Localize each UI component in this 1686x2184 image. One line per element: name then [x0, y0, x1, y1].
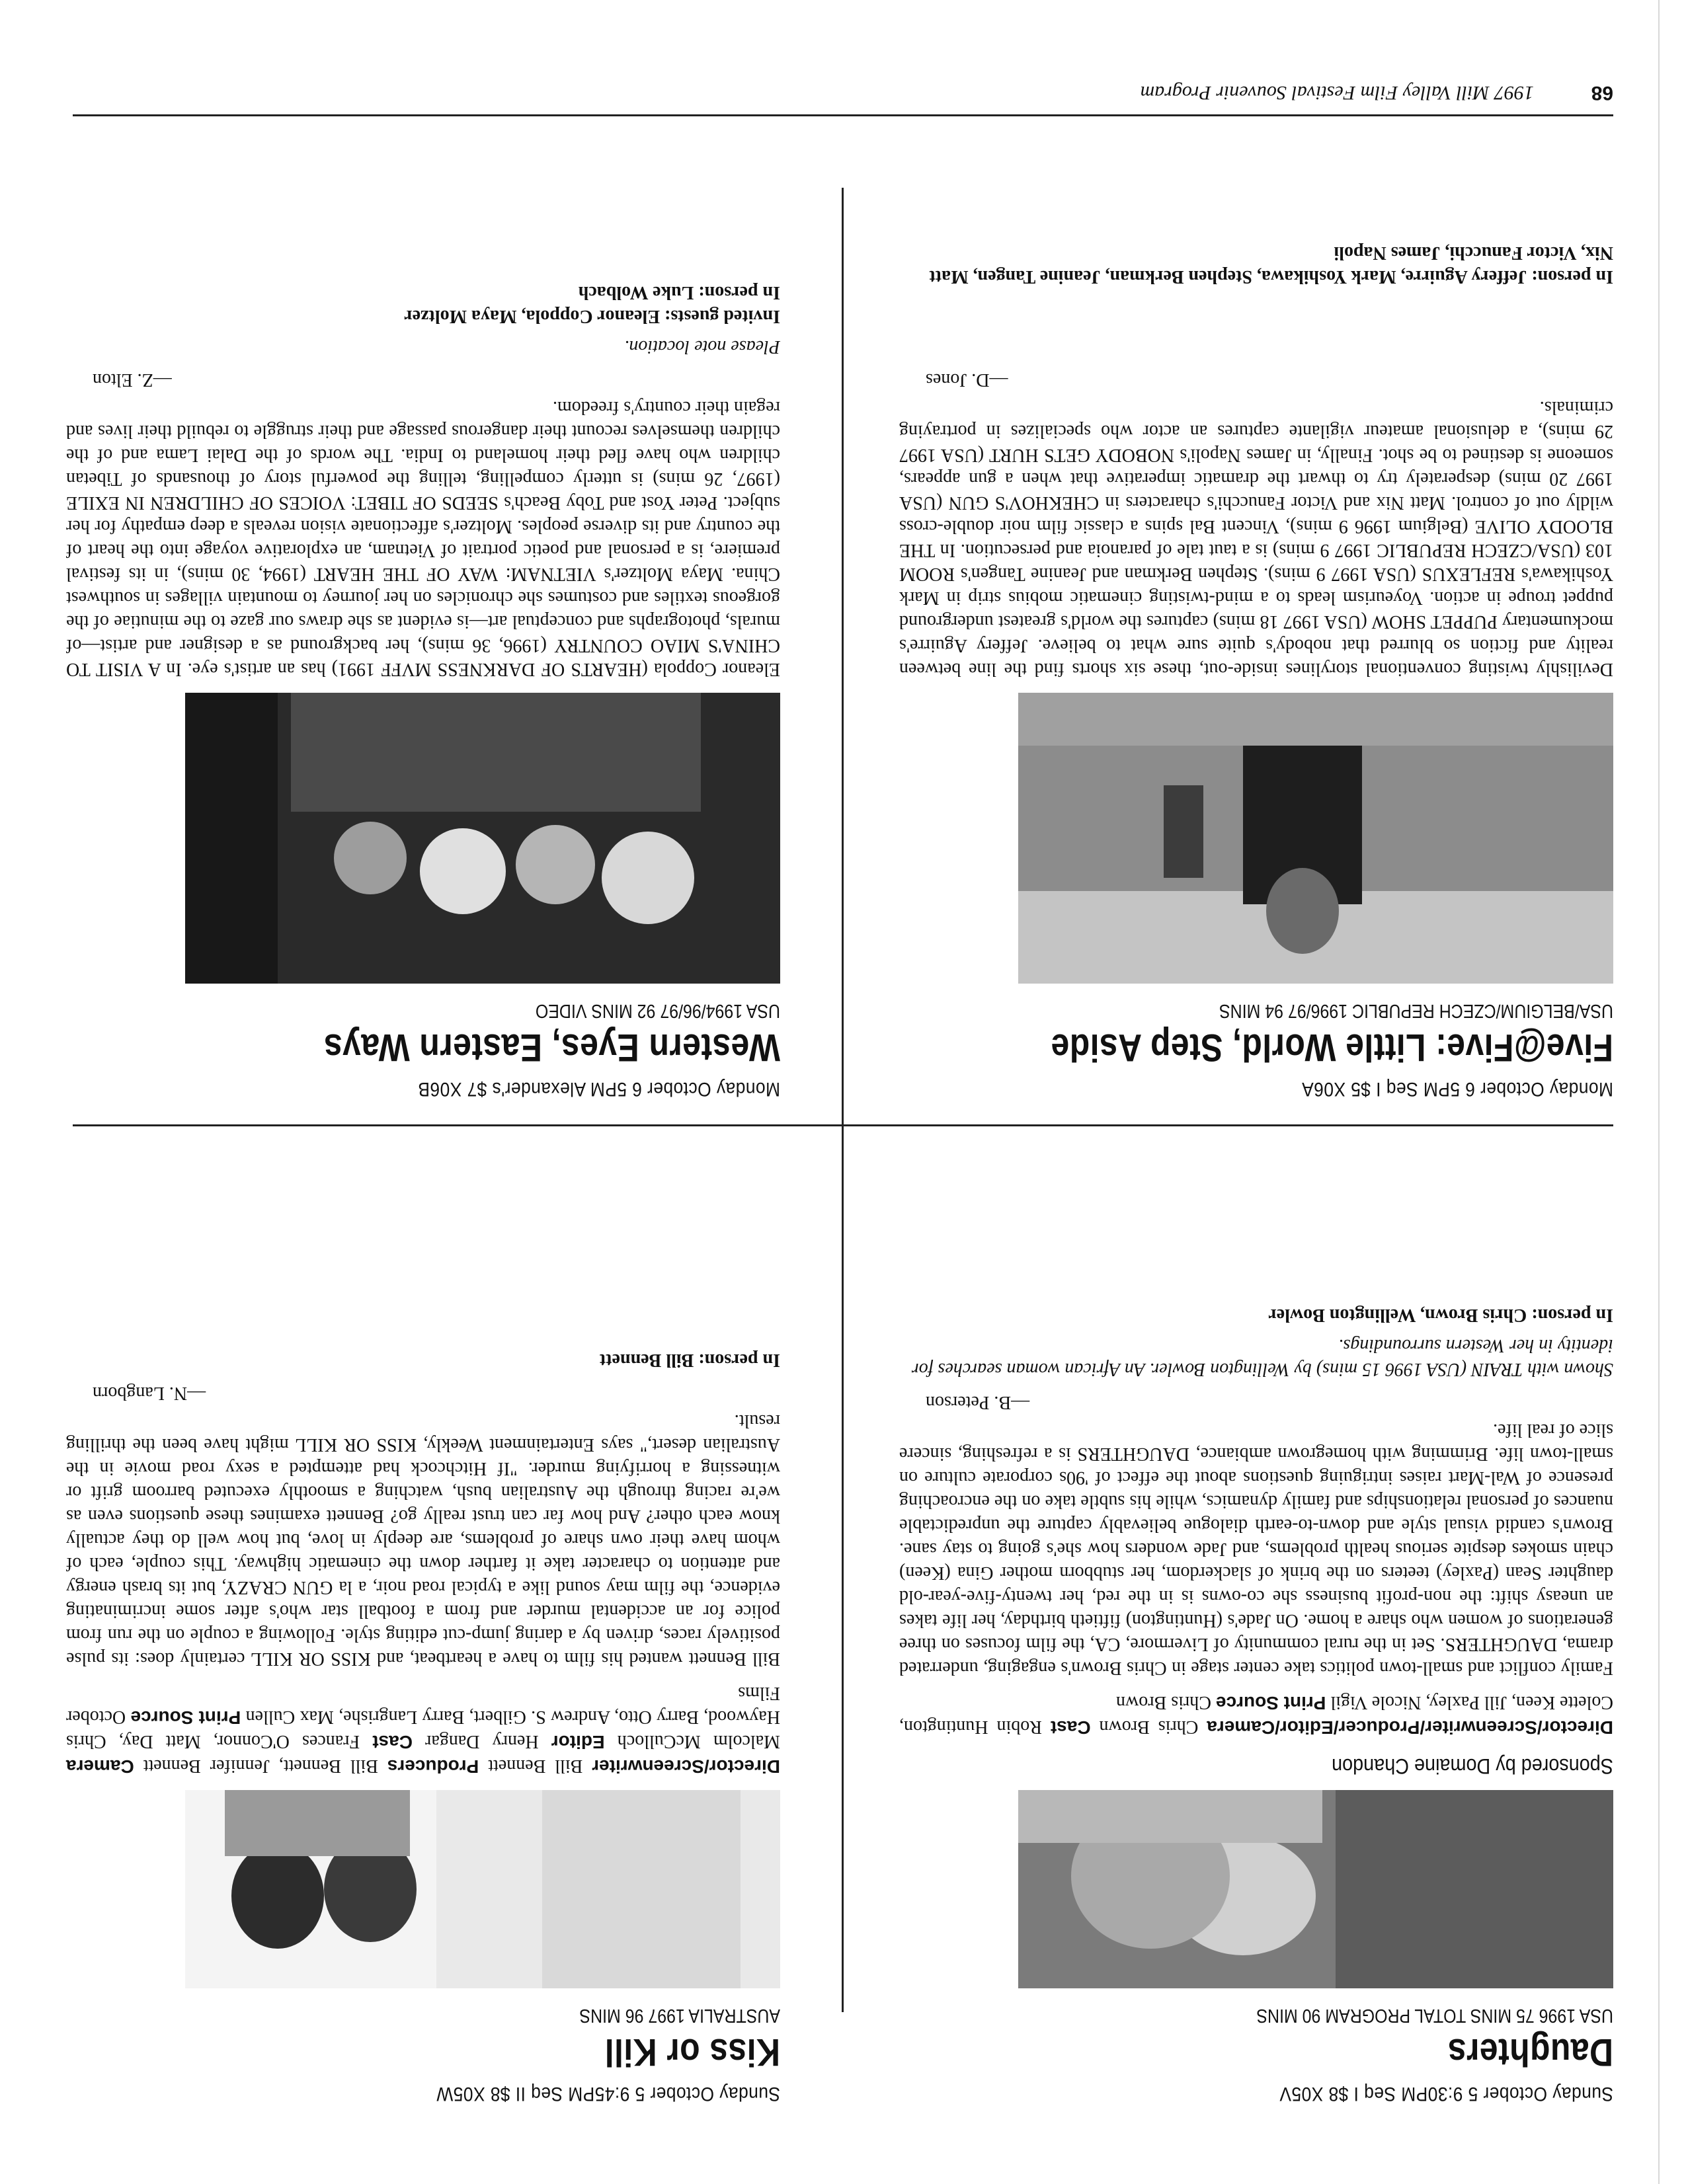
credit-text: Robin Huntington, Colette Keen, Jill Paxley, Nicole Vigil [899, 1692, 1613, 1737]
binding-shadow [1658, 0, 1660, 2184]
photo-image [1018, 693, 1613, 984]
screening-dateline: Monday October 6 5PM Alexander's $7 X06B [417, 1078, 780, 1100]
film-specs: USA/BELGIUM/CZECH REPUBLIC 1996/97 94 MINS [1219, 1000, 1613, 1021]
column-divider [842, 188, 844, 2012]
film-title: Daughters [1447, 2031, 1613, 2074]
film-still-photo [1018, 693, 1613, 984]
film-still-photo [1018, 1790, 1613, 1988]
screening-dateline: Sunday October 5 9:30PM Seq I $8 X05V [1279, 2083, 1613, 2105]
credit-text: October Films [65, 1683, 780, 1727]
photo-image [1018, 1790, 1613, 1988]
film-entry-daughters [899, 1303, 1613, 2105]
credit-label: Camera [65, 1756, 134, 1777]
credits [899, 1690, 1613, 1739]
page-number: 68 [1591, 82, 1613, 104]
credit-label: Cast [1050, 1717, 1091, 1738]
film-title: Kiss or Kill [604, 2031, 780, 2074]
credit-label: Director/Screenwriter [592, 1756, 780, 1777]
publication-title: 1997 Mill Valley Film Festival Souvenir Program [1140, 82, 1534, 104]
credit-label: Editor [551, 1732, 605, 1752]
film-still-photo [185, 693, 780, 984]
in-person-guests: In person: Chris Brown, Wellington Bowler [1268, 1305, 1613, 1325]
review-byline: —D. Jones [926, 370, 1008, 390]
film-entry-western-eyes [66, 280, 780, 1100]
photo-image [185, 1790, 780, 1988]
credit-text: Malcolm McCulloch [617, 1731, 780, 1752]
screening-dateline: Sunday October 5 9:45PM Seq II $8 X05W [436, 2083, 780, 2105]
film-specs: USA 1994/96/97 92 MINS VIDEO [535, 1000, 780, 1021]
review-byline: —N. Langborn [93, 1383, 206, 1403]
program-note: Shown with TRAIN (USA 1996 15 mins) by Wellington Bowler. An African woman searches for identity in her Western surroundings. [911, 1335, 1613, 1380]
credit-label: Print Source [1215, 1693, 1326, 1713]
credit-text: Chris Brown [1116, 1692, 1211, 1713]
film-still-photo [185, 1790, 780, 1988]
film-title: Five@Five: Little World, Step Aside [1051, 1026, 1613, 1069]
in-person-guests: In person: Jeffery Aguirre, Mark Yoshikawa, Stephen Berkman, Jeanine Tangen, Matt Nix, Victor Fanucchi, James Napoli [929, 243, 1613, 287]
synopsis: Eleanor Coppola (HEARTS OF DARKNESS MVFF 1991) has an artist's eye. In A VISIT TO CHINA'S MIAO COUNTRY (1996, 36 mins), her background as a designer and artist—of murals, photographs and conceptual art—is evident as she draws our gaze to the minutiae of the gorgeous textiles and costumes she chronicles on her journey to mountain villages in southwest China. Maya Moltzer's VIETNAM: WAY OF THE HEART (1994, 30 mins), in its festival premiere, is a personal and poetic portrait of Vietnam, an explorative voyage into the heart of the country and its diverse peoples. Moltzer's affectionate vision reveals a deep empathy for her subject. Peter Yost and Toby Beach's SEEDS OF TIBET: VOICES OF CHILDREN IN EXILE (1997, 26 mins) is utterly compelling, telling the powerful story of thousands of Tibetan children who have fled their homeland to India. The words of the Dalai Lama and of the children themselves recount their dangerous passage and their struggle to rebuild their lives and regain their country's freedom. [66, 397, 780, 680]
screening-dateline: Monday October 6 5PM Seq I $5 X06A [1301, 1078, 1613, 1100]
sponsor-line: Sponsored by Domaine Chandon [1332, 1754, 1613, 1778]
credit-text: Bill Bennett, Jennifer Bennett [143, 1756, 378, 1776]
credit-text: Frances O'Connor, Matt Day, Chris Haywood, Barry Otto, Andrew S. Gilbert, Barry Langrishe, Max Cullen [65, 1707, 780, 1752]
film-entry-kiss-or-kill [66, 1348, 780, 2105]
credit-text: Henry Dangar [425, 1731, 539, 1752]
review-byline: —B. Peterson [926, 1392, 1030, 1413]
row-divider [73, 1124, 1613, 1126]
page-footer [73, 75, 1613, 116]
credit-text: Chris Brown [1099, 1717, 1199, 1737]
credit-label: Director/Screenwriter/Producer/Editor/Camera [1207, 1717, 1613, 1738]
in-person-guests: In person: Bill Bennett [599, 1350, 780, 1370]
photo-image [185, 693, 780, 984]
credit-label: Producers [387, 1756, 479, 1777]
credit-label: Cast [372, 1732, 413, 1752]
film-title: Western Eyes, Eastern Ways [323, 1026, 780, 1069]
location-note: Please note location. [624, 336, 780, 357]
credits [66, 1681, 780, 1778]
synopsis: Family conflict and small-town politics take center stage in Chris Brown's engaging, underrated drama, DAUGHTERS. Set in the rural community of Livermore, CA, the film focuses on three generations of women who share a home. On Jade's (Huntington) fiftieth birthday, her life takes an uneasy shift: the non-profit business she co-owns is in the red, her twenty-five-year-old daughter Sean (Paxley) teeters on the brink of slackerdom, her stubborn mother Gina (Keen) chain smokes despite serious health problems, and Jade wonders how she's going to stay sane. Brown's candid visual style and down-to-earth dialogue believably capture the unpredictable nuances of personal relationships and family dynamics, while his subtle take on the encroaching presence of Wal-Mart raises intriguing questions about the effect of '90s corporate culture on small-town life. Brimming with homegrown ambiance, DAUGHTERS is a refreshing, sincere slice of real life. [899, 1420, 1613, 1678]
in-person-guests: In person: Luke Wolbach [578, 282, 780, 303]
synopsis: Devilishly twisting conventional storylines inside-out, these six shorts find the line between reality and fiction so blurred that nobody's quite sure what to believe. Jeffery Aguirre's mockumentary PUPPET SHOW (USA 1997 18 mins) captures the world's greatest underground puppet troupe in action. Voyeurism leads to a mind-twisting cinematic mobius strip in Mark Yoshikawa's REFLEXUS (USA 1997 9 mins). Stephen Berkman and Jeanine Tangen's ROOM 103 (USA/CZECH REPUBLIC 1997 9 mins) is a taut tale of paranoia and persecution. In THE BLOODY OLIVE (Belgium 1996 9 mins), Vincent Bal spins a classic film noir double-cross wildly out of control. Matt Nix and Victor Fanucchi's characters in CHEKHOV'S GUN (USA 1997 20 mins) desperately try to thwart the dramatic imperative that when a gun appears, someone is destined to be shot. Finally, in James Napoli's NOBODY GETS HURT (USA 1997 29 mins), a delusional amateur vigilante captures an actor who specializes in portraying criminals. [899, 397, 1613, 680]
invited-guests: Invited guests: Eleanor Coppola, Maya Moltzer [404, 306, 780, 327]
film-specs: AUSTRALIA 1997 96 MINS [579, 2005, 780, 2026]
synopsis: Bill Bennett wanted his film to have a heartbeat, and KISS OR KILL certainly does: its pulse positively races, driven by a daring jump-cut editing style. Following a couple on the run from police for an accidental murder and from a football star who's after some incriminating evidence, the film may sound like a typical road noir, a la GUN CRAZY, but its brash energy and attention to character take it farther down the cinematic highway. This couple, each of whom have their own share of problems, are deeply in love, but how well do they actually know each other? And how far can trust really go? Bennett examines these questions even as we're racing through the Australian bush, watching a smoothly executed barroom grift or witnessing a horrifying murder. "If Hitchcock had attempted a sexy road movie in the Australian desert," says Entertainment Weekly, KISS OR KILL might have been the thrilling result. [66, 1411, 780, 1669]
credit-text: Bill Bennett [488, 1756, 583, 1776]
film-entry-five-at-five [899, 241, 1613, 1100]
review-byline: —Z. Elton [93, 370, 172, 390]
film-specs: USA 1996 75 MINS TOTAL PROGRAM 90 MINS [1256, 2005, 1613, 2026]
credit-label: Print Source [130, 1707, 241, 1728]
